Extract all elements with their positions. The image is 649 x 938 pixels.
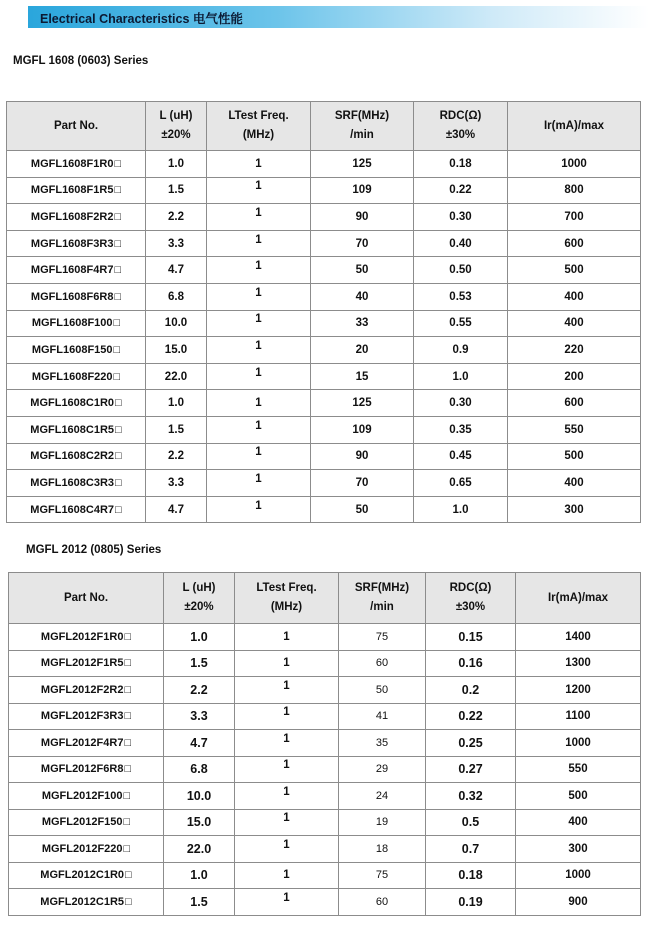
cell-rdc: 0.50 — [414, 257, 508, 284]
cell-part-no: MGFL2012F6R8 □ — [9, 756, 164, 783]
cell-test-freq: 1 — [207, 257, 311, 284]
cell-test-freq: 1 — [235, 624, 339, 651]
cell-test-freq: 1 — [207, 337, 311, 364]
cell-ir: 550 — [516, 756, 641, 783]
cell-ir: 600 — [508, 390, 641, 417]
cell-test-freq: 1 — [235, 889, 339, 916]
cell-part-no: MGFL2012F4R7 □ — [9, 730, 164, 757]
cell-inductance: 3.3 — [146, 230, 207, 257]
cell-inductance: 4.7 — [146, 257, 207, 284]
cell-inductance: 1.0 — [164, 862, 235, 889]
cell-ir: 500 — [516, 783, 641, 810]
cell-inductance: 15.0 — [164, 809, 235, 836]
cell-rdc: 0.22 — [426, 703, 516, 730]
cell-ir: 220 — [508, 337, 641, 364]
cell-rdc: 0.30 — [414, 204, 508, 231]
series-title-1608: MGFL 1608 (0603) Series — [13, 55, 149, 67]
table-row — [9, 836, 641, 863]
cell-inductance: 1.5 — [164, 650, 235, 677]
cell-inductance: 10.0 — [164, 783, 235, 810]
cell-srf: 109 — [311, 416, 414, 443]
cell-part-no: MGFL2012F150 □ — [9, 809, 164, 836]
cell-rdc: 0.18 — [426, 862, 516, 889]
cell-inductance: 2.2 — [146, 204, 207, 231]
cell-ir: 1200 — [516, 677, 641, 704]
cell-srf: 20 — [311, 337, 414, 364]
cell-test-freq: 1 — [235, 677, 339, 704]
cell-srf: 35 — [339, 730, 426, 757]
table-2012 — [8, 572, 641, 916]
cell-part-no: MGFL1608F1R0 □ — [7, 151, 146, 178]
cell-rdc: 0.22 — [414, 177, 508, 204]
cell-ir: 400 — [516, 809, 641, 836]
cell-srf: 24 — [339, 783, 426, 810]
cell-srf: 40 — [311, 283, 414, 310]
cell-ir: 200 — [508, 363, 641, 390]
cell-rdc: 0.55 — [414, 310, 508, 337]
cell-test-freq: 1 — [207, 230, 311, 257]
cell-part-no: MGFL1608F3R3 □ — [7, 230, 146, 257]
cell-part-no: MGFL1608F6R8 □ — [7, 283, 146, 310]
cell-part-no: MGFL1608F150 □ — [7, 337, 146, 364]
table-row — [7, 257, 641, 284]
cell-rdc: 0.45 — [414, 443, 508, 470]
cell-inductance: 1.0 — [146, 151, 207, 178]
cell-inductance: 1.5 — [146, 177, 207, 204]
cell-test-freq: 1 — [235, 836, 339, 863]
cell-ir: 500 — [508, 443, 641, 470]
cell-inductance: 1.5 — [164, 889, 235, 916]
cell-test-freq: 1 — [235, 650, 339, 677]
cell-test-freq: 1 — [207, 496, 311, 523]
cell-srf: 41 — [339, 703, 426, 730]
cell-test-freq: 1 — [235, 862, 339, 889]
cell-part-no: MGFL1608C2R2 □ — [7, 443, 146, 470]
cell-part-no: MGFL1608C4R7 □ — [7, 496, 146, 523]
cell-rdc: 0.9 — [414, 337, 508, 364]
cell-rdc: 0.27 — [426, 756, 516, 783]
cell-part-no: MGFL1608F1R5 □ — [7, 177, 146, 204]
cell-inductance: 1.5 — [146, 416, 207, 443]
cell-ir: 1000 — [516, 730, 641, 757]
cell-test-freq: 1 — [207, 151, 311, 178]
cell-srf: 75 — [339, 862, 426, 889]
cell-test-freq: 1 — [207, 390, 311, 417]
cell-test-freq: 1 — [207, 363, 311, 390]
cell-test-freq: 1 — [235, 730, 339, 757]
cell-srf: 125 — [311, 390, 414, 417]
cell-part-no: MGFL1608C1R0 □ — [7, 390, 146, 417]
cell-srf: 15 — [311, 363, 414, 390]
cell-srf: 19 — [339, 809, 426, 836]
cell-part-no: MGFL2012F1R0 □ — [9, 624, 164, 651]
section-title: Electrical Characteristics 电气性能 — [40, 12, 243, 26]
cell-test-freq: 1 — [207, 310, 311, 337]
table-row — [9, 756, 641, 783]
cell-rdc: 0.15 — [426, 624, 516, 651]
cell-test-freq: 1 — [235, 809, 339, 836]
cell-inductance: 6.8 — [164, 756, 235, 783]
cell-inductance: 10.0 — [146, 310, 207, 337]
table-row — [7, 310, 641, 337]
cell-test-freq: 1 — [235, 756, 339, 783]
cell-test-freq: 1 — [207, 283, 311, 310]
cell-part-no: MGFL2012F100 □ — [9, 783, 164, 810]
table-row — [9, 783, 641, 810]
cell-ir: 700 — [508, 204, 641, 231]
cell-srf: 70 — [311, 470, 414, 497]
cell-inductance: 1.0 — [146, 390, 207, 417]
cell-part-no: MGFL1608F2R2 □ — [7, 204, 146, 231]
cell-inductance: 15.0 — [146, 337, 207, 364]
cell-srf: 90 — [311, 443, 414, 470]
cell-rdc: 0.40 — [414, 230, 508, 257]
cell-part-no: MGFL2012F3R3 □ — [9, 703, 164, 730]
table-row — [9, 809, 641, 836]
table-row — [7, 443, 641, 470]
cell-rdc: 0.32 — [426, 783, 516, 810]
cell-srf: 33 — [311, 310, 414, 337]
table-row — [9, 730, 641, 757]
cell-inductance: 22.0 — [146, 363, 207, 390]
header-part: Part No. — [7, 102, 146, 151]
cell-test-freq: 1 — [207, 177, 311, 204]
cell-inductance: 22.0 — [164, 836, 235, 863]
table-row — [7, 337, 641, 364]
cell-rdc: 0.5 — [426, 809, 516, 836]
cell-ir: 900 — [516, 889, 641, 916]
cell-ir: 1300 — [516, 650, 641, 677]
cell-inductance: 2.2 — [164, 677, 235, 704]
cell-part-no: MGFL2012F220 □ — [9, 836, 164, 863]
cell-test-freq: 1 — [207, 204, 311, 231]
cell-inductance: 3.3 — [146, 470, 207, 497]
cell-rdc: 0.25 — [426, 730, 516, 757]
table-row — [7, 416, 641, 443]
cell-rdc: 0.7 — [426, 836, 516, 863]
cell-ir: 400 — [508, 310, 641, 337]
table-row — [7, 204, 641, 231]
table-row — [7, 230, 641, 257]
header-ir: Ir(mA)/max — [508, 102, 641, 151]
cell-srf: 75 — [339, 624, 426, 651]
header-ir: Ir(mA)/max — [516, 573, 641, 624]
cell-rdc: 0.16 — [426, 650, 516, 677]
cell-srf: 70 — [311, 230, 414, 257]
table-row — [7, 496, 641, 523]
cell-part-no: MGFL2012F1R5 □ — [9, 650, 164, 677]
cell-ir: 400 — [508, 283, 641, 310]
cell-ir: 550 — [508, 416, 641, 443]
cell-ir: 800 — [508, 177, 641, 204]
cell-rdc: 1.0 — [414, 363, 508, 390]
cell-test-freq: 1 — [207, 470, 311, 497]
cell-ir: 1000 — [508, 151, 641, 178]
cell-srf: 109 — [311, 177, 414, 204]
cell-rdc: 0.2 — [426, 677, 516, 704]
table-row — [9, 624, 641, 651]
cell-part-no: MGFL2012F2R2 □ — [9, 677, 164, 704]
table-row — [7, 470, 641, 497]
table-row — [9, 703, 641, 730]
cell-srf: 60 — [339, 650, 426, 677]
cell-inductance: 2.2 — [146, 443, 207, 470]
section-banner — [28, 6, 649, 28]
header-row — [9, 573, 641, 624]
header-freq: LTest Freq. (MHz) — [207, 102, 311, 151]
cell-rdc: 0.30 — [414, 390, 508, 417]
cell-ir: 1000 — [516, 862, 641, 889]
table-row — [9, 862, 641, 889]
table-row — [7, 283, 641, 310]
cell-part-no: MGFL2012C1R0 □ — [9, 862, 164, 889]
cell-rdc: 0.53 — [414, 283, 508, 310]
cell-part-no: MGFL1608C1R5 □ — [7, 416, 146, 443]
table-row — [9, 677, 641, 704]
cell-srf: 60 — [339, 889, 426, 916]
table-row — [9, 889, 641, 916]
cell-inductance: 4.7 — [146, 496, 207, 523]
cell-part-no: MGFL1608F220 □ — [7, 363, 146, 390]
cell-srf: 50 — [311, 496, 414, 523]
header-l: L (uH) ±20% — [164, 573, 235, 624]
cell-test-freq: 1 — [235, 703, 339, 730]
cell-rdc: 0.19 — [426, 889, 516, 916]
cell-srf: 90 — [311, 204, 414, 231]
header-srf: SRF(MHz) /min — [311, 102, 414, 151]
cell-ir: 1400 — [516, 624, 641, 651]
cell-part-no: MGFL1608F100 □ — [7, 310, 146, 337]
cell-ir: 500 — [508, 257, 641, 284]
cell-ir: 300 — [508, 496, 641, 523]
cell-inductance: 4.7 — [164, 730, 235, 757]
cell-inductance: 6.8 — [146, 283, 207, 310]
cell-part-no: MGFL1608F4R7 □ — [7, 257, 146, 284]
table-row — [7, 177, 641, 204]
cell-rdc: 0.35 — [414, 416, 508, 443]
series-title-2012: MGFL 2012 (0805) Series — [26, 544, 162, 556]
table-row — [7, 151, 641, 178]
table-row — [7, 363, 641, 390]
header-part: Part No. — [9, 573, 164, 624]
cell-test-freq: 1 — [235, 783, 339, 810]
cell-inductance: 1.0 — [164, 624, 235, 651]
cell-srf: 29 — [339, 756, 426, 783]
table-row — [9, 650, 641, 677]
cell-test-freq: 1 — [207, 416, 311, 443]
table-row — [7, 390, 641, 417]
cell-part-no: MGFL2012C1R5 □ — [9, 889, 164, 916]
cell-ir: 600 — [508, 230, 641, 257]
header-row — [7, 102, 641, 151]
header-l: L (uH) ±20% — [146, 102, 207, 151]
cell-ir: 400 — [508, 470, 641, 497]
cell-rdc: 1.0 — [414, 496, 508, 523]
header-rdc: RDC(Ω) ±30% — [414, 102, 508, 151]
header-srf: SRF(MHz) /min — [339, 573, 426, 624]
cell-srf: 50 — [311, 257, 414, 284]
cell-part-no: MGFL1608C3R3 □ — [7, 470, 146, 497]
cell-inductance: 3.3 — [164, 703, 235, 730]
cell-ir: 1100 — [516, 703, 641, 730]
cell-test-freq: 1 — [207, 443, 311, 470]
header-freq: LTest Freq. (MHz) — [235, 573, 339, 624]
header-rdc: RDC(Ω) ±30% — [426, 573, 516, 624]
cell-srf: 125 — [311, 151, 414, 178]
cell-rdc: 0.65 — [414, 470, 508, 497]
cell-srf: 18 — [339, 836, 426, 863]
cell-ir: 300 — [516, 836, 641, 863]
cell-srf: 50 — [339, 677, 426, 704]
cell-rdc: 0.18 — [414, 151, 508, 178]
table-1608 — [6, 101, 641, 523]
